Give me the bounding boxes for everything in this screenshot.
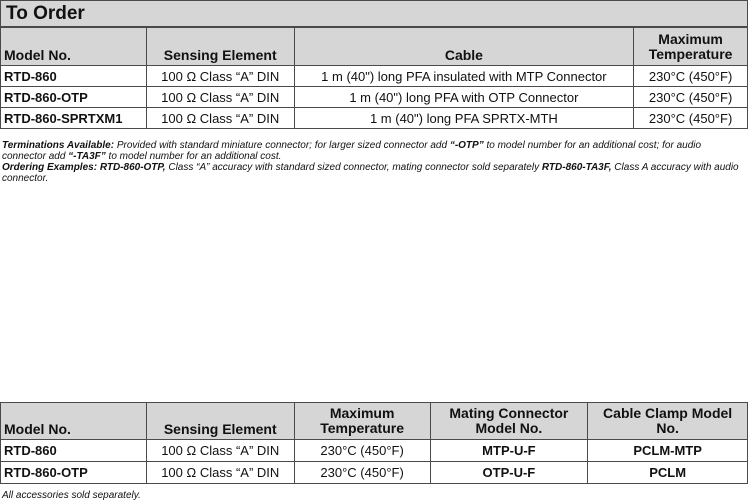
col-header-sensing: Sensing Element: [146, 28, 294, 66]
cable-cell: 1 m (40") long PFA insulated with MTP Connector: [294, 66, 634, 87]
ordering-text-2: Class A accuracy with audio connector.: [2, 162, 739, 184]
col-header-model: Model No.: [1, 403, 147, 440]
accessories-header-row: [1, 403, 748, 440]
cable-clamp-cell: PCLM-MTP: [588, 440, 748, 462]
order-notes: [2, 140, 742, 184]
cable-cell: 1 m (40") long PFA with OTP Connector: [294, 87, 634, 108]
ordering-text-1: Class “A” accuracy with standard sized connector, mating connector sold separately: [165, 162, 542, 173]
ordering-code-1: RTD-860-OTP,: [99, 162, 166, 173]
mating-connector-cell: OTP-U-F: [430, 462, 588, 484]
terminations-label: Terminations Available:: [2, 140, 115, 151]
col-header-cable-clamp: Cable Clamp Model No.: [588, 403, 748, 440]
max-temp-cell: 230°C (450°F): [634, 87, 748, 108]
ordering-label: Ordering Examples:: [2, 162, 98, 173]
sensing-cell: 100 Ω Class “A” DIN: [146, 87, 294, 108]
order-table: [0, 27, 748, 129]
col-header-max-temp: Maximum Temperature: [634, 28, 748, 66]
footnote: All accessories sold separately.: [2, 490, 141, 501]
mating-connector-cell: MTP-U-F: [430, 440, 588, 462]
terminations-text-3: to model number for an additional cost.: [105, 151, 282, 162]
col-header-model: Model No.: [1, 28, 147, 66]
sensing-cell: 100 Ω Class “A” DIN: [146, 462, 294, 484]
sensing-cell: 100 Ω Class “A” DIN: [146, 66, 294, 87]
ordering-code-2: RTD-860-TA3F,: [541, 162, 612, 173]
terminations-code-1: “-OTP”: [449, 140, 484, 151]
sensing-cell: 100 Ω Class “A” DIN: [146, 108, 294, 129]
section-header: [0, 0, 748, 27]
max-temp-cell: 230°C (450°F): [294, 462, 430, 484]
model-cell: RTD-860: [1, 440, 147, 462]
model-cell: RTD-860: [1, 66, 147, 87]
table-row: [1, 462, 748, 484]
max-temp-cell: 230°C (450°F): [634, 66, 748, 87]
ordering-note: [2, 162, 742, 184]
col-header-max-temp: Maximum Temperature: [294, 403, 430, 440]
cable-clamp-cell: PCLM: [588, 462, 748, 484]
terminations-note: [2, 140, 742, 162]
terminations-text-1: Provided with standard miniature connector; for larger sized connector add: [114, 140, 450, 151]
col-header-mating-connector: Mating Connector Model No.: [430, 403, 588, 440]
model-cell: RTD-860-SPRTXM1: [1, 108, 147, 129]
section-title: To Order: [6, 3, 85, 24]
table-row: [1, 440, 748, 462]
model-cell: RTD-860-OTP: [1, 462, 147, 484]
table-row: [1, 87, 748, 108]
col-header-cable: Cable: [294, 28, 634, 66]
accessories-table: [0, 402, 748, 484]
max-temp-cell: 230°C (450°F): [294, 440, 430, 462]
table-row: [1, 66, 748, 87]
model-cell: RTD-860-OTP: [1, 87, 147, 108]
sensing-cell: 100 Ω Class “A” DIN: [146, 440, 294, 462]
terminations-code-2: “-TA3F”: [68, 151, 106, 162]
table-row: [1, 108, 748, 129]
terminations-text-2: to model number for an additional cost; for audio connector add: [2, 140, 702, 162]
max-temp-cell: 230°C (450°F): [634, 108, 748, 129]
col-header-sensing: Sensing Element: [146, 403, 294, 440]
order-table-header-row: [1, 28, 748, 66]
cable-cell: 1 m (40") long PFA SPRTX-MTH: [294, 108, 634, 129]
